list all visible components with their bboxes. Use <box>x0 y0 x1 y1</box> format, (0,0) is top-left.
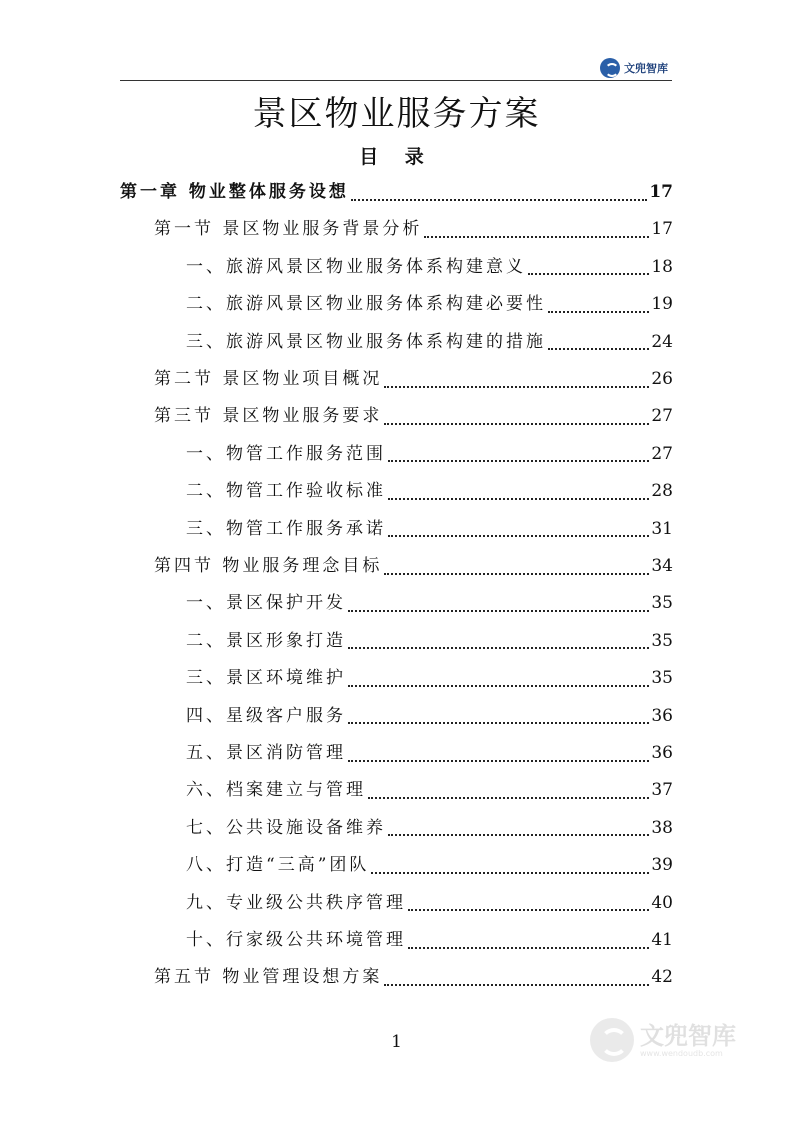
toc-entry-label: 二、物管工作验收标准 <box>186 481 386 502</box>
toc-entry-page: 35 <box>651 668 673 689</box>
toc-dot-leader <box>384 984 649 986</box>
toc-dot-leader <box>368 797 649 799</box>
toc-entry-page: 17 <box>651 219 673 240</box>
toc-entry-page: 35 <box>651 630 673 651</box>
toc-entry-label: 一、物管工作服务范围 <box>186 443 386 464</box>
toc-dot-leader <box>424 236 649 238</box>
toc-entry-label: 三、物管工作服务承诺 <box>186 518 386 539</box>
toc-entry-label: 三、旅游风景区物业服务体系构建的措施 <box>186 331 546 352</box>
toc-entry-label: 第四节 物业服务理念目标 <box>154 556 383 576</box>
toc-dot-leader <box>348 685 649 687</box>
toc-entry-page: 31 <box>651 518 673 539</box>
toc-dot-leader <box>388 834 649 836</box>
toc-entry-page: 39 <box>651 855 673 876</box>
toc-entry[interactable] <box>154 398 673 435</box>
toc-dot-leader <box>348 647 649 649</box>
toc-entry-page: 18 <box>651 256 673 277</box>
toc-dot-leader <box>388 535 649 537</box>
watermark-url: www.wendoudb.com <box>640 1048 723 1058</box>
toc-entry-label: 一、景区保护开发 <box>186 593 346 614</box>
toc-entry-page: 34 <box>651 556 673 576</box>
toc-entry[interactable] <box>186 436 673 473</box>
toc-entry[interactable] <box>154 959 673 996</box>
toc-dot-leader <box>348 760 649 762</box>
toc-entry-label: 七、公共设施设备维养 <box>186 817 386 838</box>
toc-dot-leader <box>384 386 649 388</box>
toc-entry[interactable] <box>154 211 673 248</box>
toc-dot-leader <box>371 872 649 874</box>
toc-heading: 目 录 <box>359 146 434 168</box>
toc-entry-page: 24 <box>651 331 673 352</box>
toc-entry[interactable] <box>120 174 673 211</box>
toc-entry-page: 17 <box>649 182 673 202</box>
toc-entry-page: 35 <box>651 593 673 614</box>
toc-entry[interactable] <box>186 623 673 660</box>
toc-entry-page: 41 <box>651 930 673 950</box>
toc-entry[interactable] <box>186 698 673 735</box>
toc-entry-label: 四、星级客户服务 <box>186 705 346 726</box>
toc-entry-label: 第一节 景区物业服务背景分析 <box>154 219 423 240</box>
toc-entry-label: 二、旅游风景区物业服务体系构建必要性 <box>186 294 546 315</box>
watermark <box>590 1018 736 1062</box>
logo-icon <box>600 58 620 78</box>
toc-dot-leader <box>351 199 647 201</box>
toc-entry[interactable] <box>154 548 673 585</box>
toc-entry[interactable] <box>186 772 673 809</box>
toc-entry-label: 八、打造“三高”团队 <box>186 855 370 876</box>
toc-entry[interactable] <box>186 324 673 361</box>
toc-entry-label: 第五节 物业管理设想方案 <box>154 967 383 988</box>
toc-entry-label: 第二节 景区物业项目概况 <box>154 369 383 389</box>
toc-entry-page: 19 <box>651 294 673 315</box>
toc-entry-label: 三、景区环境维护 <box>186 668 346 689</box>
header-logo <box>600 57 668 79</box>
toc-dot-leader <box>548 311 649 313</box>
toc-entry-page: 27 <box>651 443 673 464</box>
toc-dot-leader <box>348 722 649 724</box>
toc-entry-page: 27 <box>651 406 673 427</box>
toc-entry[interactable] <box>186 810 673 847</box>
toc-entry-page: 36 <box>651 705 673 726</box>
toc-entry[interactable] <box>154 361 673 398</box>
toc-entry-label: 第三节 景区物业服务要求 <box>154 406 383 427</box>
page-number: 1 <box>391 1032 402 1052</box>
header-rule <box>120 80 672 81</box>
toc-dot-leader <box>408 909 649 911</box>
toc-entry-page: 26 <box>651 369 673 389</box>
watermark-text: 文兜智库 <box>640 1021 736 1050</box>
toc-entry-label: 第一章 物业整体服务设想 <box>120 182 349 202</box>
toc-entry-page: 28 <box>651 481 673 502</box>
toc-entry-label: 六、档案建立与管理 <box>186 780 366 801</box>
toc-entry[interactable] <box>186 286 673 323</box>
toc-entry-label: 九、专业级公共秩序管理 <box>186 892 406 913</box>
toc-entry-page: 37 <box>651 780 673 801</box>
toc-dot-leader <box>408 947 649 949</box>
toc-entry[interactable] <box>186 922 673 959</box>
toc-dot-leader <box>348 610 649 612</box>
toc-entry[interactable] <box>186 735 673 772</box>
toc-entry-label: 一、旅游风景区物业服务体系构建意义 <box>186 256 526 277</box>
toc-dot-leader <box>384 573 649 575</box>
toc-entry-page: 36 <box>651 743 673 763</box>
toc-entry-page: 38 <box>651 817 673 838</box>
toc-entry[interactable] <box>186 511 673 548</box>
toc-entry-label: 五、景区消防管理 <box>186 743 346 763</box>
toc-entry-label: 二、景区形象打造 <box>186 630 346 651</box>
toc-entry[interactable] <box>186 249 673 286</box>
document-title: 景区物业服务方案 <box>252 94 541 134</box>
toc-dot-leader <box>384 423 649 425</box>
toc-dot-leader <box>388 498 649 500</box>
toc-entry-page: 40 <box>651 892 673 913</box>
toc-entry[interactable] <box>186 885 673 922</box>
toc-entry[interactable] <box>186 585 673 622</box>
toc-entry[interactable] <box>186 473 673 510</box>
logo-text: 文兜智库 <box>624 62 668 75</box>
watermark-logo-icon <box>590 1018 634 1062</box>
toc-entry[interactable] <box>186 660 673 697</box>
toc-entry-label: 十、行家级公共环境管理 <box>186 930 406 950</box>
toc-dot-leader <box>388 460 649 462</box>
toc-dot-leader <box>528 273 649 275</box>
toc-dot-leader <box>548 348 649 350</box>
toc-entry[interactable] <box>186 847 673 884</box>
toc-entry-page: 42 <box>651 967 673 988</box>
